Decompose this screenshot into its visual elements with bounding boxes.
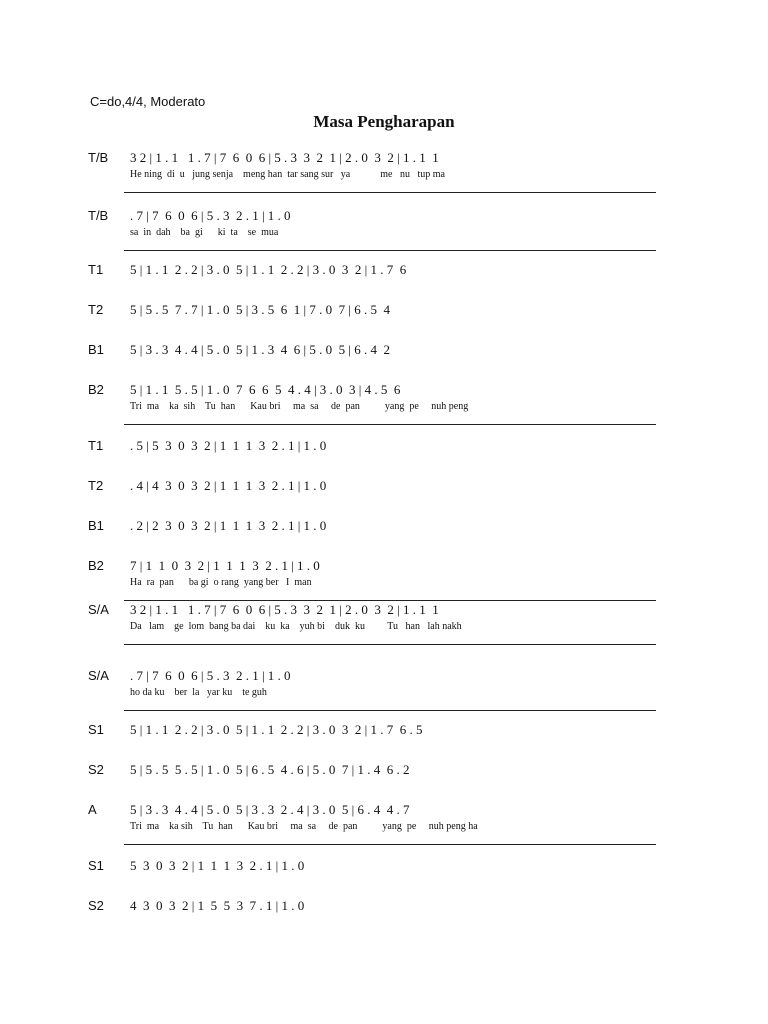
part-label: S2 xyxy=(88,762,104,777)
system-separator xyxy=(124,192,656,193)
system-separator xyxy=(124,644,656,645)
note-line: 4 3 0 3 2 | 1 5 5 3 7 . 1 | 1 . 0 xyxy=(130,898,305,913)
system-separator xyxy=(124,600,656,601)
lyric-line: Da lam ge lom bang ba dai ku ka yuh bi duk ku Tu han lah nakh xyxy=(130,621,462,632)
part-label: B2 xyxy=(88,382,104,397)
part-label: S/A xyxy=(88,668,109,683)
staff-row xyxy=(0,438,768,458)
staff-row xyxy=(0,668,768,698)
staff-row xyxy=(0,898,768,918)
part-label: S/A xyxy=(88,602,109,617)
part-label: T/B xyxy=(88,150,109,165)
staff-row xyxy=(0,478,768,498)
lyric-line: He ning di u jung senja meng han tar sang sur ya me nu tup ma xyxy=(130,169,445,180)
part-label: S1 xyxy=(88,858,104,873)
staff-row xyxy=(0,802,768,832)
part-label: S1 xyxy=(88,722,104,737)
note-line: 5 | 1 . 1 5 . 5 | 1 . 0 7 6 6 5 4 . 4 | 3 . 0 3 | 4 . 5 6 xyxy=(130,382,401,397)
staff-row xyxy=(0,342,768,362)
note-line: 5 3 0 3 2 | 1 1 1 3 2 . 1 | 1 . 0 xyxy=(130,858,305,873)
part-label: T/B xyxy=(88,208,109,223)
lyric-line: Tri ma ka sih Tu han Kau bri ma sa de pan yang pe nuh peng xyxy=(130,401,469,412)
note-line: 3 2 | 1 . 1 1 . 7 | 7 6 0 6 | 5 . 3 3 2 1 | 2 . 0 3 2 | 1 . 1 1 xyxy=(130,150,439,165)
note-line: 5 | 1 . 1 2 . 2 | 3 . 0 5 | 1 . 1 2 . 2 | 3 . 0 3 2 | 1 . 7 6 . 5 xyxy=(130,722,423,737)
staff-row xyxy=(0,602,768,632)
note-line: 5 | 5 . 5 5 . 5 | 1 . 0 5 | 6 . 5 4 . 6 | 5 . 0 7 | 1 . 4 6 . 2 xyxy=(130,762,410,777)
staff-row xyxy=(0,858,768,878)
system-separator xyxy=(124,710,656,711)
note-line: . 7 | 7 6 0 6 | 5 . 3 2 . 1 | 1 . 0 xyxy=(130,668,291,683)
note-line: 5 | 3 . 3 4 . 4 | 5 . 0 5 | 1 . 3 4 6 | 5 . 0 5 | 6 . 4 2 xyxy=(130,342,391,357)
part-label: T2 xyxy=(88,302,104,317)
staff-row xyxy=(0,302,768,322)
part-label: B2 xyxy=(88,558,104,573)
staff-row xyxy=(0,150,768,180)
staff-row xyxy=(0,558,768,588)
note-line: . 7 | 7 6 0 6 | 5 . 3 2 . 1 | 1 . 0 xyxy=(130,208,291,223)
staff-row xyxy=(0,382,768,412)
staff-row xyxy=(0,722,768,742)
lyric-line: Ha ra pan ba gi o rang yang ber I man xyxy=(130,577,312,588)
lyric-line: sa in dah ba gi ki ta se mua xyxy=(130,227,279,238)
staff-row xyxy=(0,518,768,538)
system-separator xyxy=(124,424,656,425)
part-label: B1 xyxy=(88,342,104,357)
part-label: A xyxy=(88,802,97,817)
system-separator xyxy=(124,844,656,845)
key-tempo-label: C=do,4/4, Moderato xyxy=(90,94,206,109)
part-label: T1 xyxy=(88,438,104,453)
staff-row xyxy=(0,762,768,782)
note-line: 5 | 1 . 1 2 . 2 | 3 . 0 5 | 1 . 1 2 . 2 | 3 . 0 3 2 | 1 . 7 6 xyxy=(130,262,407,277)
note-line: 3 2 | 1 . 1 1 . 7 | 7 6 0 6 | 5 . 3 3 2 1 | 2 . 0 3 2 | 1 . 1 1 xyxy=(130,602,439,617)
staff-row xyxy=(0,208,768,238)
system-separator xyxy=(124,250,656,251)
lyric-line: Tri ma ka sih Tu han Kau bri ma sa de pan yang pe nuh peng ha xyxy=(130,821,478,832)
part-label: S2 xyxy=(88,898,104,913)
note-line: . 5 | 5 3 0 3 2 | 1 1 1 3 2 . 1 | 1 . 0 xyxy=(130,438,327,453)
note-line: . 4 | 4 3 0 3 2 | 1 1 1 3 2 . 1 | 1 . 0 xyxy=(130,478,327,493)
part-label: B1 xyxy=(88,518,104,533)
lyric-line: ho da ku ber la yar ku te guh xyxy=(130,687,267,698)
note-line: . 2 | 2 3 0 3 2 | 1 1 1 3 2 . 1 | 1 . 0 xyxy=(130,518,327,533)
note-line: 5 | 3 . 3 4 . 4 | 5 . 0 5 | 3 . 3 2 . 4 | 3 . 0 5 | 6 . 4 4 . 7 xyxy=(130,802,410,817)
note-line: 7 | 1 1 0 3 2 | 1 1 1 3 2 . 1 | 1 . 0 xyxy=(130,558,320,573)
part-label: T2 xyxy=(88,478,104,493)
part-label: T1 xyxy=(88,262,104,277)
song-title: Masa Pengharapan xyxy=(313,112,455,131)
staff-row xyxy=(0,262,768,282)
note-line: 5 | 5 . 5 7 . 7 | 1 . 0 5 | 3 . 5 6 1 | 7 . 0 7 | 6 . 5 4 xyxy=(130,302,391,317)
